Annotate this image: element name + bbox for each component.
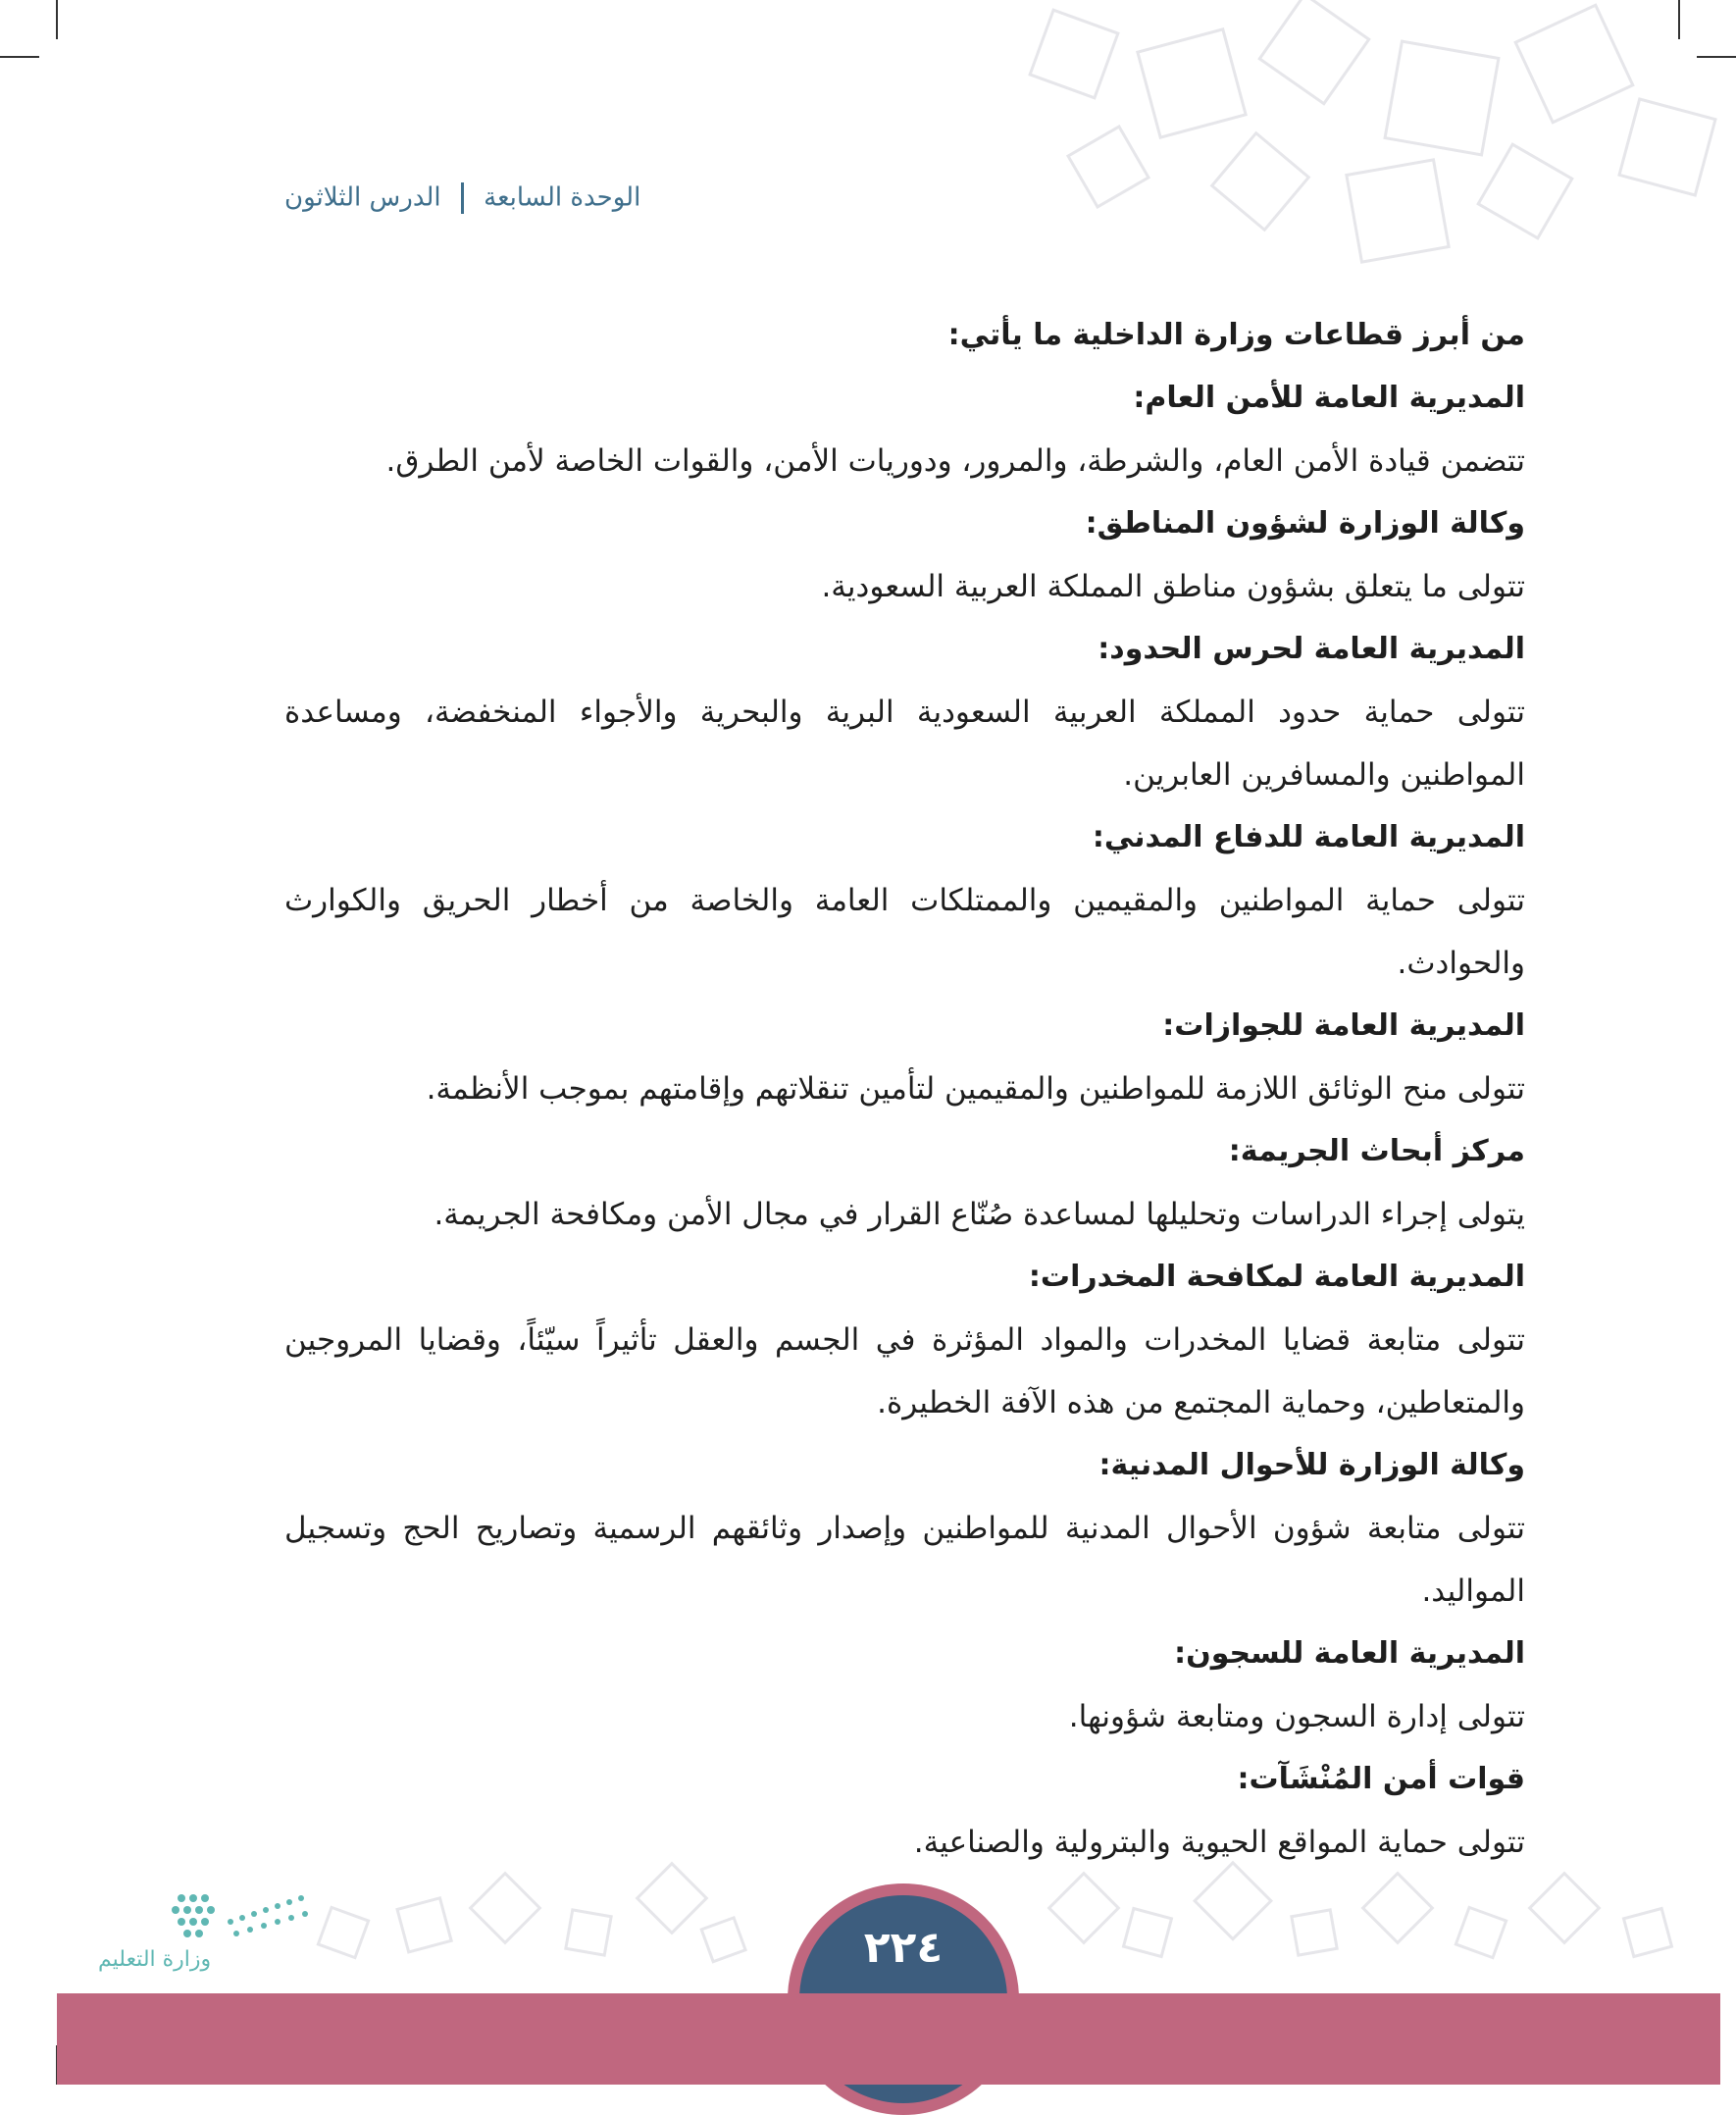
section-heading: قوات أمن المُنْشَآت: [1237, 1762, 1525, 1796]
lesson-label: الدرس الثلاثون [284, 182, 441, 213]
intro-heading: من أبرز قطاعات وزارة الداخلية ما يأتي: [947, 318, 1525, 352]
section-heading: مركز أبحاث الجريمة: [1228, 1134, 1525, 1168]
section-heading: المديرية العامة للسجون: [1174, 1636, 1525, 1671]
unit-label: الوحدة السابعة [484, 182, 641, 213]
section-paragraph: تتولى منح الوثائق اللازمة للمواطنين والمقيمين لتأمين تنقلاتهم وإقامتهم بموجب الأنظمة. [426, 1071, 1525, 1107]
section-heading: وكالة الوزارة لشؤون المناطق: [1085, 506, 1525, 541]
ministry-logo-icon [93, 1888, 329, 1996]
section-paragraph: تتولى متابعة شؤون الأحوال المدنية للمواطنين وإصدار وثائقهم الرسمية وتصاريح الحج وتسجيل المواليد. [284, 1511, 1525, 1609]
header-separator [461, 182, 464, 214]
ministry-logo-text: وزارة التعليم [98, 1947, 212, 1972]
section-paragraph: يتولى إجراء الدراسات وتحليلها لمساعدة صُنّاع القرار في مجال الأمن ومكافحة الجريمة. [434, 1197, 1525, 1232]
section-heading: وكالة الوزارة للأحوال المدنية: [1098, 1448, 1525, 1482]
section-heading: المديرية العامة للجوازات: [1162, 1008, 1525, 1043]
decorative-pattern-top [981, 0, 1736, 294]
crop-mark [0, 56, 39, 58]
page-number: ٢٢٤ [863, 1923, 944, 1973]
section-heading: المديرية العامة للدفاع المدني: [1092, 820, 1525, 854]
section-paragraph: تتولى حماية حدود المملكة العربية السعودية البرية والبحرية والأجواء المنخفضة، ومساعدة المواطنين والمسافرين العابرين. [284, 695, 1525, 793]
crop-mark [56, 0, 58, 39]
section-heading: المديرية العامة لحرس الحدود: [1098, 632, 1525, 666]
section-heading: المديرية العامة لمكافحة المخدرات: [1028, 1260, 1525, 1294]
section-paragraph: تتولى ما يتعلق بشؤون مناطق المملكة العربية السعودية. [821, 569, 1525, 604]
section-paragraph: تتولى حماية المواطنين والمقيمين والممتلكات العامة والخاصة من أخطار الحريق والكوارث والحوادث. [284, 883, 1525, 981]
footer-bar [57, 1993, 1720, 2085]
section-paragraph: تتولى حماية المواقع الحيوية والبترولية والصناعية. [913, 1825, 1525, 1860]
section-heading: المديرية العامة للأمن العام: [1133, 381, 1525, 415]
section-paragraph: تتولى إدارة السجون ومتابعة شؤونها. [1068, 1699, 1525, 1734]
lesson-content [284, 304, 1525, 1874]
section-paragraph: تتضمن قيادة الأمن العام، والشرطة، والمرور، ودوريات الأمن، والقوات الخاصة لأمن الطرق. [385, 443, 1525, 479]
page-header [284, 182, 640, 214]
section-paragraph: تتولى متابعة قضايا المخدرات والمواد المؤثرة في الجسم والعقل تأثيراً سيّئاً، وقضايا المروجين والمتعاطين، وحماية المجتمع من هذه الآفة الخطيرة. [284, 1322, 1525, 1420]
